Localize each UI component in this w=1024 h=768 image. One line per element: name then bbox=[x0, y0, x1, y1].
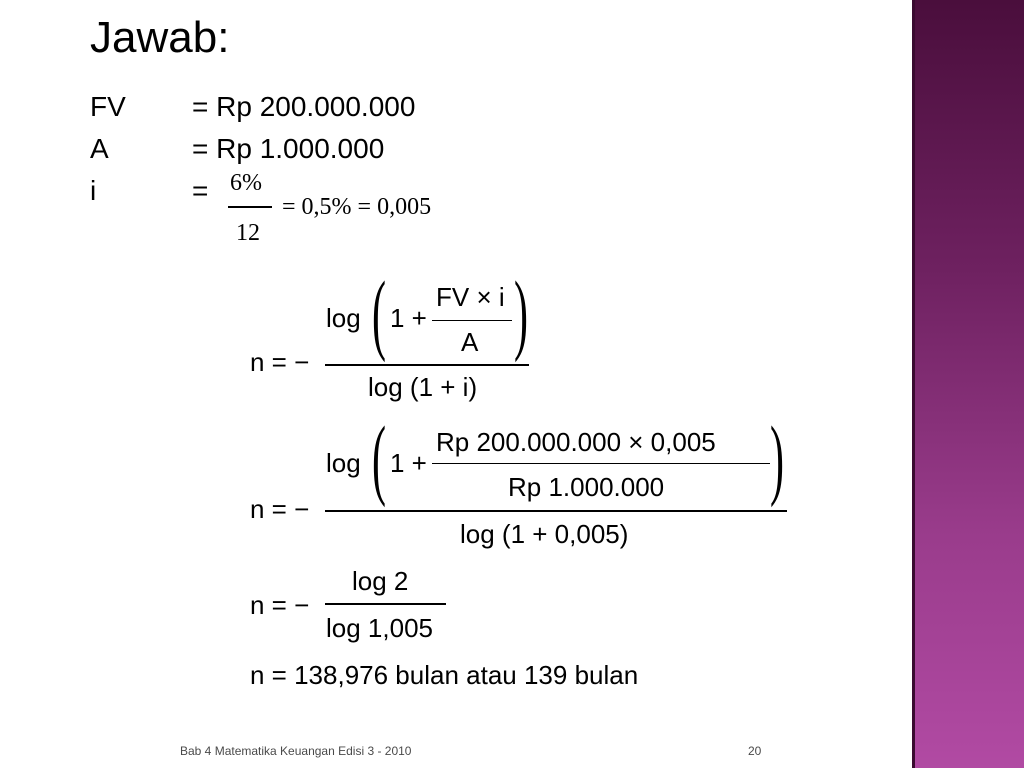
i-fraction-numerator: 6% bbox=[230, 170, 262, 196]
i-fraction-denominator: 12 bbox=[236, 220, 260, 246]
eq1-denominator: log (1 + i) bbox=[368, 372, 478, 402]
slide-title: Jawab: bbox=[90, 13, 230, 62]
eq1-main-bar bbox=[325, 364, 529, 366]
eq2-one-plus: 1 + bbox=[390, 448, 427, 478]
eq2-denominator: log (1 + 0,005) bbox=[460, 519, 629, 549]
eq2-main-bar bbox=[325, 510, 787, 512]
eq1-log: log bbox=[326, 303, 361, 333]
eq1-right-paren: ) bbox=[514, 263, 528, 363]
given-i-equals: = bbox=[192, 175, 209, 206]
eq1-one-plus: 1 + bbox=[390, 303, 427, 333]
eq3-bar bbox=[325, 603, 446, 605]
given-a-name: A bbox=[90, 133, 109, 164]
eq2-inner-numerator: Rp 200.000.000 × 0,005 bbox=[436, 427, 716, 457]
given-fv-value: = Rp 200.000.000 bbox=[192, 91, 416, 122]
eq1-inner-bar bbox=[432, 320, 512, 321]
eq2-inner-bar bbox=[432, 463, 770, 464]
eq1-inner-numerator: FV × i bbox=[436, 282, 505, 312]
eq3-numerator: log 2 bbox=[352, 566, 409, 596]
eq2-left-paren: ( bbox=[372, 408, 386, 508]
i-fraction-result: = 0,5% = 0,005 bbox=[282, 194, 432, 220]
given-a-value: = Rp 1.000.000 bbox=[192, 133, 385, 164]
eq2-log: log bbox=[326, 448, 361, 478]
eq1-lhs: n = − bbox=[250, 347, 310, 377]
footer-page-number: 20 bbox=[748, 744, 762, 758]
eq3-denominator: log 1,005 bbox=[326, 613, 433, 643]
eq1-inner-denominator: A bbox=[461, 327, 479, 357]
eq3-lhs: n = − bbox=[250, 590, 310, 620]
eq4-result: n = 138,976 bulan atau 139 bulan bbox=[250, 660, 639, 690]
given-fv-name: FV bbox=[90, 91, 126, 122]
i-fraction-bar bbox=[228, 206, 272, 208]
eq2-right-paren: ) bbox=[770, 408, 784, 508]
eq2-lhs: n = − bbox=[250, 494, 310, 524]
given-i-name: i bbox=[90, 175, 97, 206]
side-decoration-band bbox=[912, 0, 1024, 768]
eq2-inner-denominator: Rp 1.000.000 bbox=[508, 472, 665, 502]
eq1-left-paren: ( bbox=[372, 263, 386, 363]
footer-caption: Bab 4 Matematika Keuangan Edisi 3 - 2010 bbox=[180, 744, 412, 758]
